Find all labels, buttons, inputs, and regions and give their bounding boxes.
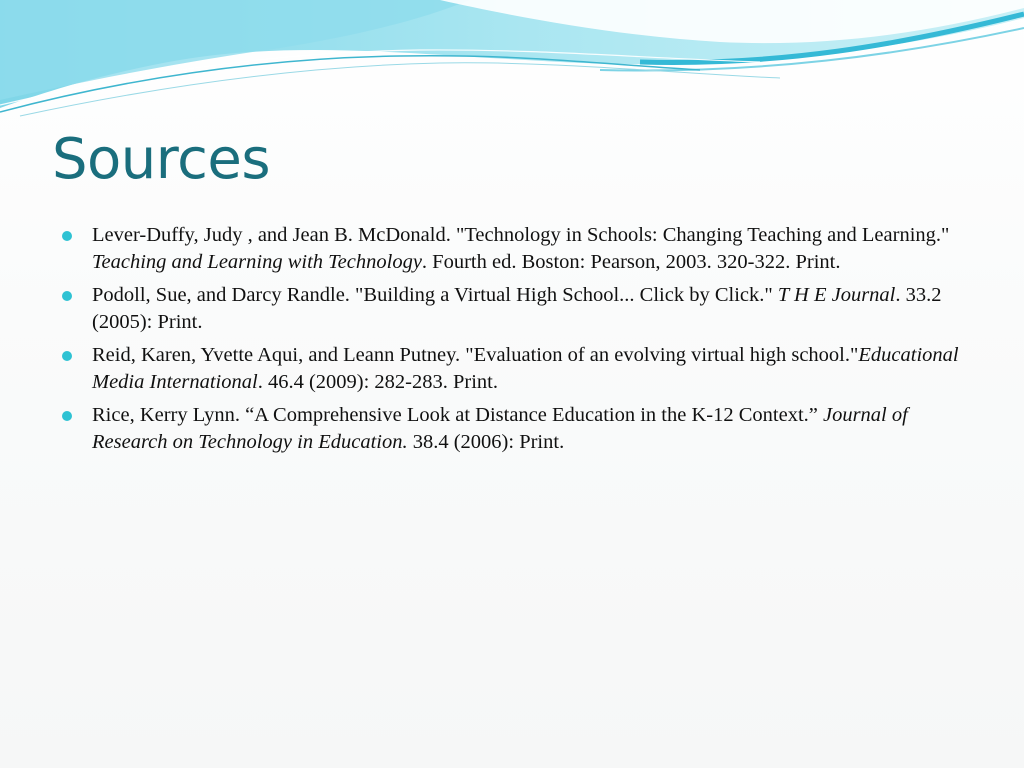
source-details: 38.4 (2006): Print. (407, 431, 565, 453)
source-text: Rice, Kerry Lynn. “A Comprehensive Look at Distance Education in the K-12 Context.” (92, 404, 823, 426)
source-text: Podoll, Sue, and Darcy Randle. "Building a Virtual High School... Click by Click." (92, 284, 778, 306)
page-title: Sources (52, 127, 271, 192)
source-item (62, 342, 962, 396)
bullet-dot-icon (62, 351, 72, 361)
source-text: Lever-Duffy, Judy , and Jean B. McDonald. "Technology in Schools: Changing Teaching and Learning." (92, 224, 950, 246)
source-item (62, 282, 962, 336)
source-item (62, 402, 962, 456)
source-publication: Teaching and Learning with Technology (92, 251, 422, 273)
source-publication: T H E Journal (777, 284, 896, 306)
source-item (62, 222, 962, 276)
source-details: . 46.4 (2009): 282-283. Print. (257, 371, 498, 393)
bullet-dot-icon (62, 231, 72, 241)
source-details: . 33.2 (2005): Print. (92, 284, 942, 333)
wave-header-decoration (0, 0, 1024, 130)
source-details: . Fourth ed. Boston: Pearson, 2003. 320-322. Print. (421, 251, 841, 273)
source-text: Reid, Karen, Yvette Aqui, and Leann Putney. "Evaluation of an evolving virtual high school." (92, 344, 859, 366)
sources-list (62, 222, 962, 462)
source-publication: Journal of Research on Technology in Education. (92, 404, 908, 453)
bullet-dot-icon (62, 291, 72, 301)
source-publication: Educational Media International (92, 344, 959, 393)
bullet-dot-icon (62, 411, 72, 421)
